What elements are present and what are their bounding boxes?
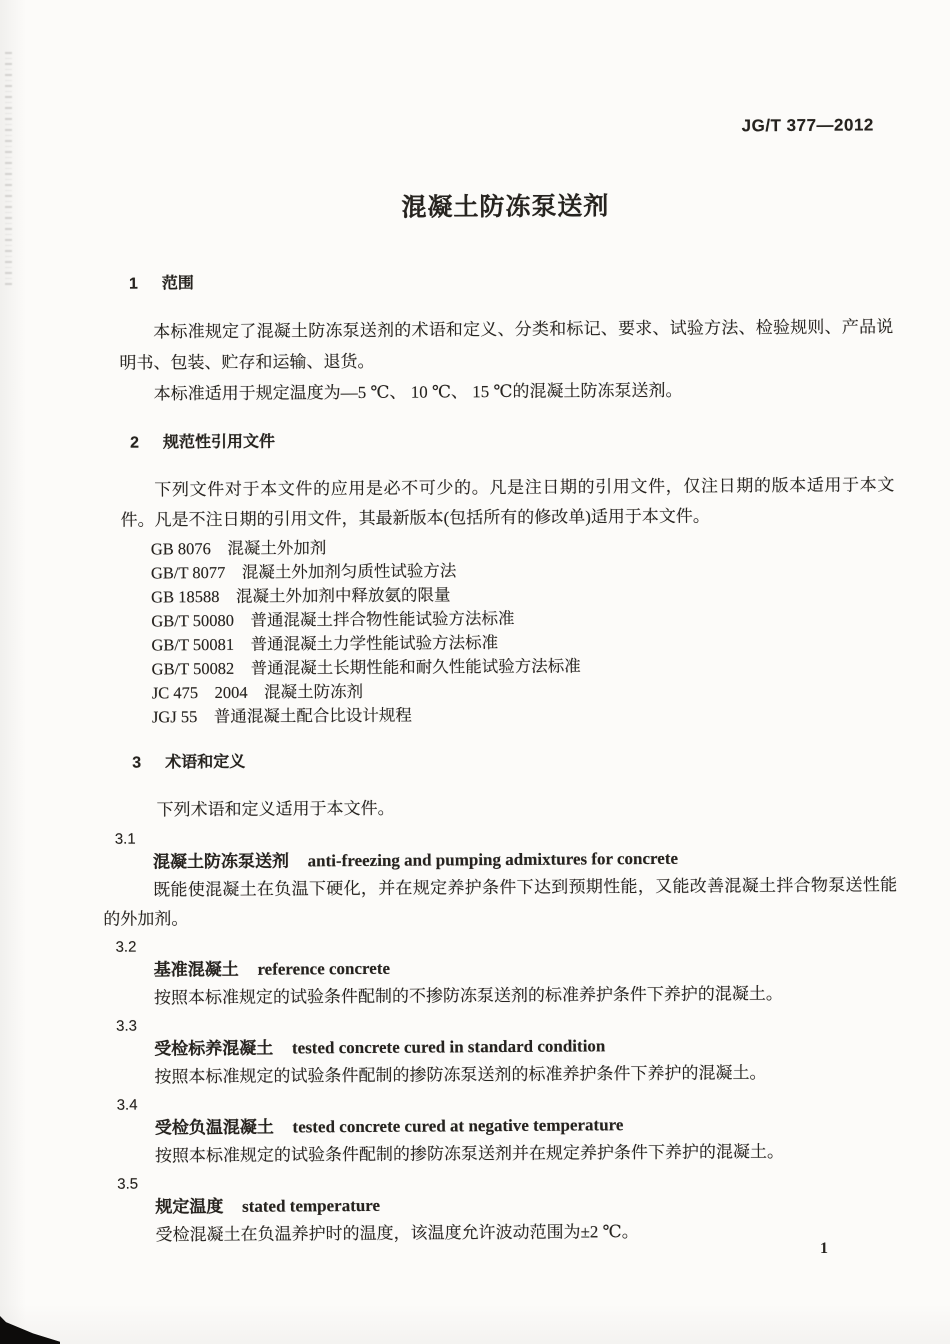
term-item-3-1 <box>103 824 898 933</box>
reference-item: GB/T 50080 普通混凝土拌合物性能试验方法标准 <box>151 608 515 631</box>
section-terms-definitions <box>103 746 899 1249</box>
term-name-zh: 规定温度 <box>155 1196 224 1217</box>
section-number: 1 <box>128 275 138 293</box>
term-definition: 受检混凝土在负温养护时的温度，该温度允许波动范围为±2 ℃。 <box>155 1222 639 1245</box>
reference-item: GB 8076 混凝土外加剂 <box>150 538 327 559</box>
term-number: 3.5 <box>117 1175 139 1193</box>
reference-item: GB/T 50081 普通混凝土力学性能试验方法标准 <box>151 633 499 655</box>
scope-paragraph-2: 本标准适用于规定温度为—5 ℃、 10 ℃、 15 ℃的混凝土防冻泵送剂。 <box>153 380 683 404</box>
term-item-3-5 <box>117 1169 900 1249</box>
term-name-zh: 受检负温混凝土 <box>154 1117 274 1138</box>
term-name-en: reference concrete <box>257 958 391 979</box>
section-normative-references <box>120 426 896 729</box>
term-item-3-3 <box>116 1011 899 1091</box>
section-label: 规范性引用文件 <box>162 433 276 452</box>
term-name-en: tested concrete cured at negative temperature <box>292 1115 624 1137</box>
term-number: 3.4 <box>116 1096 138 1114</box>
section-number: 3 <box>132 754 142 772</box>
term-name-zh: 受检标养混凝土 <box>154 1038 274 1059</box>
term-item-3-2 <box>115 932 898 1012</box>
term-name-en: stated temperature <box>241 1195 381 1216</box>
term-number: 3.2 <box>115 938 137 956</box>
section-heading-scope <box>129 267 893 296</box>
reference-item: GB 18588 混凝土外加剂中释放氨的限量 <box>151 585 451 607</box>
scan-corner-shadow <box>0 1316 60 1344</box>
term-number: 3.1 <box>114 830 136 848</box>
reference-item: GB/T 50082 普通混凝土长期性能和耐久性能试验方法标准 <box>151 656 581 679</box>
term-definition: 按照本标准规定的试验条件配制的掺防冻泵送剂并在规定养护条件下养护的混凝土。 <box>154 1142 785 1166</box>
section-heading-references <box>130 426 894 455</box>
reference-item: JC 475 2004 混凝土防冻剂 <box>151 681 364 703</box>
term-list <box>103 824 900 1249</box>
reference-item: GB/T 8077 混凝土外加剂匀质性试验方法 <box>150 561 457 583</box>
section-number: 2 <box>129 434 140 452</box>
term-definition: 按照本标准规定的试验条件配制的掺防冻泵送剂的标准养护条件下养护的混凝土。 <box>154 1063 767 1087</box>
standard-code: JG/T 377—2012 <box>741 115 874 136</box>
term-number: 3.3 <box>116 1017 138 1035</box>
section-heading-terms <box>132 746 896 775</box>
section-label: 术语和定义 <box>165 753 246 772</box>
term-item-3-4 <box>116 1090 900 1170</box>
references-intro-paragraph: 下列文件对于本文件的应用是必不可少的。凡是注日期的引用文件，仅注日期的版本适用于本文件。凡是不注日期的引用文件，其最新版本(包括所有的修改单)适用于本文件。 <box>120 475 895 530</box>
term-name-zh: 基准混凝土 <box>153 959 239 980</box>
terms-intro-paragraph: 下列术语和定义适用于本文件。 <box>156 798 395 820</box>
term-name-en: anti-freezing and pumping admixtures for concrete <box>307 848 679 871</box>
reference-item: JGJ 55 普通混凝土配合比设计规程 <box>151 705 412 727</box>
reference-list <box>121 532 896 729</box>
term-name-en: tested concrete cured in standard condition <box>291 1036 606 1058</box>
section-scope <box>119 267 894 409</box>
term-name-zh: 混凝土防冻泵送剂 <box>152 851 290 872</box>
document-title: 混凝土防冻泵送剂 <box>401 192 610 222</box>
scope-paragraph-1: 本标准规定了混凝土防冻泵送剂的术语和定义、分类和标记、要求、试验方法、检验规则、产品说明书、包装、贮存和运输、退货。 <box>119 317 894 373</box>
page-number: 1 <box>820 1240 828 1257</box>
term-definition: 按照本标准规定的试验条件配制的不掺防冻泵送剂的标准养护条件下养护的混凝土。 <box>153 984 783 1008</box>
section-label: 范围 <box>161 275 194 293</box>
term-definition: 既能使混凝土在负温下硬化，并在规定养护条件下达到预期性能，又能改善混凝土拌合物泵送性能的外加剂。 <box>103 875 898 929</box>
